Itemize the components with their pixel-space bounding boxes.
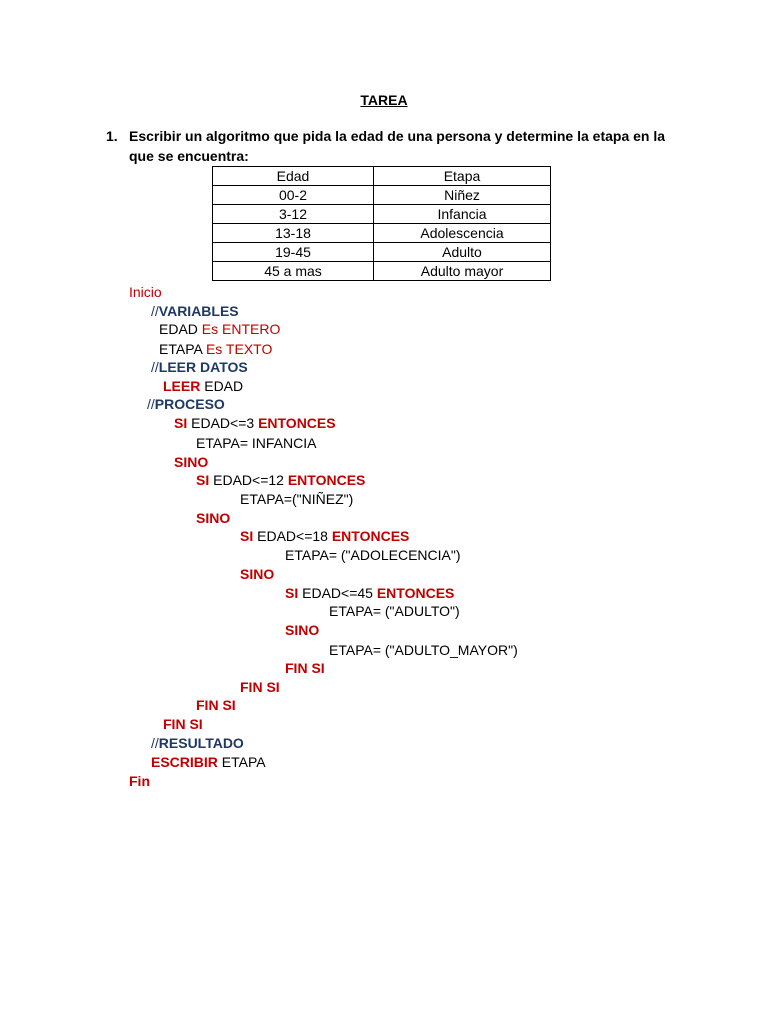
table-cell: Adulto mayor (374, 262, 551, 281)
keyword-entonces: ENTONCES (258, 415, 336, 431)
keyword-sino: SINO (285, 622, 320, 638)
code-line-sino-1 (174, 453, 208, 471)
table-cell: 3-12 (213, 205, 374, 224)
question-number: 1. (106, 128, 118, 144)
code-line-sino-3 (240, 565, 274, 583)
keyword-escribir: ESCRIBIR (151, 754, 218, 770)
code-line-etapa-decl (159, 340, 272, 358)
comment-slash: // (151, 303, 159, 319)
condition: EDAD<=12 (209, 472, 288, 488)
code-line-assign-5 (329, 641, 518, 659)
code-line-variables-comment (151, 302, 239, 320)
table-header-row (213, 167, 551, 186)
keyword-fin: Fin (129, 773, 150, 789)
assignment: ETAPA= ("ADULTO") (329, 603, 460, 619)
table-row (213, 224, 551, 243)
table-row (213, 243, 551, 262)
keyword-sino: SINO (196, 510, 231, 526)
code-line-assign-2 (240, 490, 353, 508)
table-cell: 00-2 (213, 186, 374, 205)
keyword-si: SI (240, 528, 254, 544)
code-line-assign-3 (285, 546, 461, 564)
comment-leer-datos: LEER DATOS (158, 359, 248, 375)
keyword-fin-si: FIN SI (196, 697, 236, 713)
comment-variables: VARIABLES (158, 303, 239, 319)
keyword-leer: LEER (163, 378, 201, 394)
assignment: ETAPA=("NIÑEZ") (240, 491, 354, 507)
code-line-si-4 (285, 584, 454, 602)
table-cell: Adolescencia (374, 224, 551, 243)
keyword-entonces: ENTONCES (331, 528, 410, 544)
keyword-si: SI (285, 585, 299, 601)
table-cell: 13-18 (213, 224, 374, 243)
code-line-si-3 (240, 527, 409, 545)
keyword-si: SI (196, 472, 210, 488)
keyword-fin-si: FIN SI (285, 660, 325, 676)
comment-resultado: RESULTADO (158, 735, 244, 751)
table-row (213, 262, 551, 281)
keyword-si: SI (174, 415, 188, 431)
escribir-argument: ETAPA (217, 754, 266, 770)
code-line-edad-decl (159, 320, 280, 338)
code-line-inicio (129, 283, 162, 301)
keyword-inicio: Inicio (129, 284, 162, 300)
code-line-fin (129, 772, 150, 790)
keyword-fin-si: FIN SI (163, 716, 203, 732)
table-cell: Infancia (374, 205, 551, 224)
variable-edad: EDAD (159, 321, 202, 337)
table-cell: Adulto (374, 243, 551, 262)
code-line-sino-2 (196, 509, 230, 527)
code-line-proceso-comment (147, 395, 225, 413)
condition: EDAD<=3 (187, 415, 259, 431)
page-title: TAREA (360, 92, 408, 108)
question-line-1: Escribir un algoritmo que pida la edad de una persona y determine la etapa en la (129, 128, 666, 144)
type-texto: Es TEXTO (205, 341, 273, 357)
code-line-sino-4 (285, 621, 319, 639)
condition: EDAD<=45 (298, 585, 377, 601)
condition: EDAD<=18 (253, 528, 332, 544)
question-line-2: que se encuentra: (129, 148, 249, 164)
code-line-fin-si-4 (285, 659, 325, 677)
table-row (213, 205, 551, 224)
code-line-assign-1 (196, 434, 316, 452)
code-line-leer-comment (151, 358, 248, 376)
comment-proceso: PROCESO (154, 396, 225, 412)
table-cell: 45 a mas (213, 262, 374, 281)
code-line-fin-si-2 (196, 696, 236, 714)
age-stage-table (212, 166, 551, 281)
keyword-entonces: ENTONCES (376, 585, 455, 601)
code-line-resultado-comment (151, 734, 244, 752)
table-cell: Niñez (374, 186, 551, 205)
table-cell: 19-45 (213, 243, 374, 262)
type-entero: Es ENTERO (201, 321, 281, 337)
comment-slash: // (147, 396, 155, 412)
keyword-sino: SINO (174, 454, 209, 470)
code-line-si-1 (174, 414, 336, 432)
assignment: ETAPA= ("ADOLECENCIA") (285, 547, 461, 563)
code-line-fin-si-1 (163, 715, 203, 733)
assignment: ETAPA= ("ADULTO_MAYOR") (329, 642, 518, 658)
comment-slash: // (151, 735, 159, 751)
leer-argument: EDAD (200, 378, 244, 394)
table-header-cell: Edad (213, 167, 374, 186)
assignment: ETAPA= INFANCIA (196, 435, 317, 451)
variable-etapa: ETAPA (159, 341, 206, 357)
table-row (213, 186, 551, 205)
code-line-si-2 (196, 471, 365, 489)
code-line-assign-4 (329, 602, 460, 620)
comment-slash: // (151, 359, 159, 375)
code-line-fin-si-3 (240, 678, 280, 696)
table-header-cell: Etapa (374, 167, 551, 186)
code-line-leer (163, 377, 243, 395)
keyword-entonces: ENTONCES (287, 472, 366, 488)
keyword-sino: SINO (240, 566, 275, 582)
code-line-escribir (151, 753, 266, 771)
keyword-fin-si: FIN SI (240, 679, 280, 695)
